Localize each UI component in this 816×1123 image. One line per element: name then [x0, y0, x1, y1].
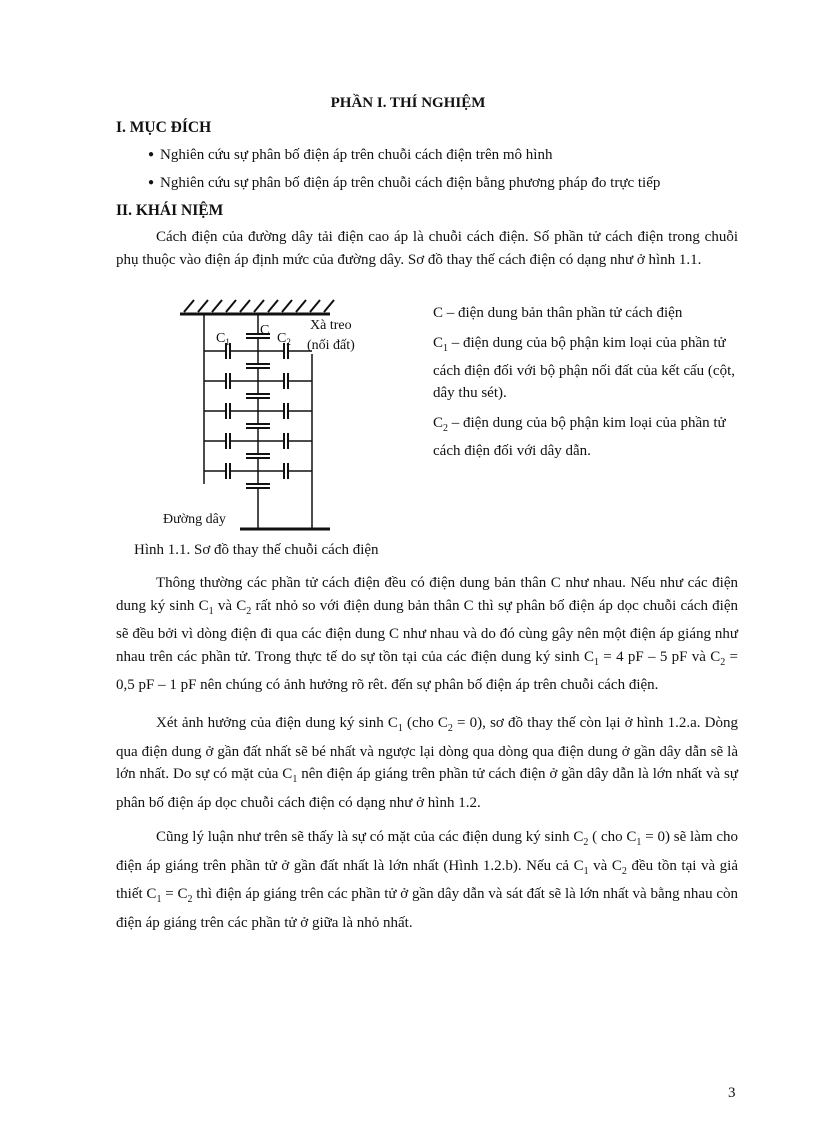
bullet-item — [148, 147, 552, 164]
label-noi-dat: (nối đất) — [307, 338, 355, 353]
label-c1: $C_1$ — [216, 331, 230, 347]
label-c: C — [260, 323, 270, 338]
bullet-icon: ● — [148, 177, 155, 188]
section-heading-concept: II. KHÁI NIỆM — [116, 202, 224, 219]
bullet-text: Nghiên cứu sự phân bố điện áp trên chuỗi cách điện trên mô hình — [160, 147, 553, 163]
page-number: 3 — [728, 1085, 736, 1101]
figure-legend — [433, 302, 743, 470]
page-title: PHẦN I. THÍ NGHIỆM — [330, 95, 486, 111]
bullet-text: Nghiên cứu sự phân bố điện áp trên chuỗi cách điện bằng phương pháp đo trực tiếp — [160, 175, 661, 191]
body-paragraph-2: Xét ảnh hưởng của điện dung ký $\sinh C_1$ (cho $C_2 = 0$), sơ đồ thay thế còn lại ở hình 1.2.a. Dòng qua điện dung ở gần đất nhất sẽ bé nhất và ngược lại dòng qua dòng qua điện dung ở gần dây dẫn sẽ là lớn nhất. Do sự có mặt của $C_1$ nên điện áp giáng trên phần tử cách điện ở gần dây dẫn là lớn nhất và sự phân bố điện áp dọc chuỗi cách điện có dạng như ở hình 1.2. — [116, 715, 738, 811]
legend-c: C – điện dung bản thân phần tử cách điện — [433, 305, 683, 321]
ground-hatching — [184, 300, 334, 312]
legend-c2: $C_2$ – điện dung của bộ phận kim loại của phần tử cách điện đối với dây dẫn. — [433, 415, 726, 459]
body-paragraph-1: Thông thường các phần tử cách điện đều có điện dung bản thân C như nhau. Nếu như các điện dung ký $\sinh C_1$ và $C_2$ rất nhỏ so với điện dung bản thân C thì sự phân bố điện áp dọc chuỗi cách điện sẽ đều bởi vì dòng điện đi qua các điện dung C như nhau và do đó cùng gây nên một điện áp giáng như nhau trên các phần tử. Trong thực tế do sự tồn tại của các điện dung ký $\sinh C_1 = 4$ pF – 5 pF và $C_2 = 0,5$ pF – 1 pF nên chúng có ảnh hưởng rõ rêt. đến sự phân bố điện áp trên chuỗi cách điện. — [116, 575, 738, 693]
section-heading-purpose: I. MỤC ĐÍCH — [116, 119, 212, 136]
label-duong-day: Đường dây — [163, 512, 226, 527]
intro-paragraph: Cách điện của đường dây tải điện cao áp là chuỗi cách điện. Số phần tử cách điện trong chuỗi phụ thuộc vào điện áp định mức của đường dây. Sơ đồ thay thế cách điện có dạng như ở hình 1.1. — [116, 229, 738, 268]
bullet-icon: ● — [148, 149, 155, 160]
insulator-string-diagram — [160, 296, 420, 536]
label-xa-treo: Xà treo — [310, 318, 352, 333]
figure-caption: Hình 1.1. Sơ đồ thay thế chuỗi cách điện — [134, 542, 379, 558]
bullet-item — [148, 175, 660, 192]
body-paragraph-3: Cũng lý luận như trên sẽ thấy là sự có mặt của các điện dung ký $\sinh C_2$ ( cho $C_1 = 0$) sẽ làm cho điện áp giáng trên phần tử ở gần đất nhất là lớn nhất (Hình 1.2.b). Nếu cả $C_1$ và $C_2$ đều tồn tại và giả thiết $C_1 = C_2$ thì điện áp giáng trên các phần tử ở gần dây dẫn và sát đất sẽ là lớn nhất và bằng nhau còn điện áp giáng trên các phần tử ở giữa là nhỏ nhất. — [116, 829, 738, 931]
label-c2: $C_2$ — [277, 331, 291, 347]
legend-c1: $C_1$ – điện dung của bộ phận kim loại của phần tử cách điện đối với bộ phận nối đất của kết cấu (cột, dây thu sét). — [433, 335, 735, 401]
